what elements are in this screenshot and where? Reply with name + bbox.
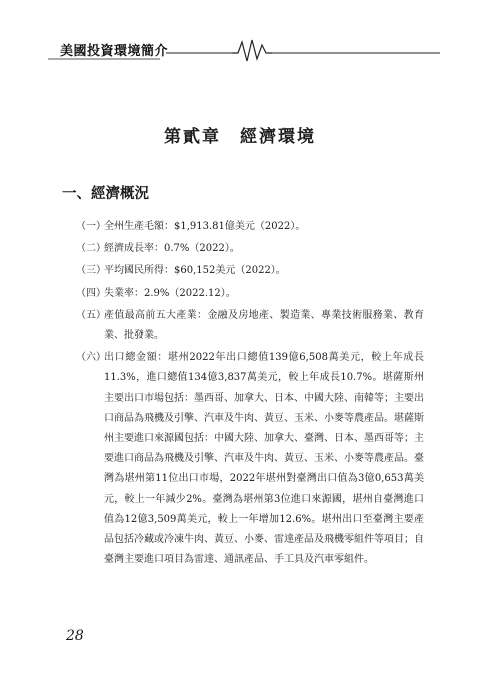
item-text: 失業率：2.9%（2022.12）。: [104, 287, 236, 299]
list-item: [76, 239, 424, 259]
item-text: 經濟成長率：0.7%（2022）。: [104, 243, 240, 255]
item-number: （二）: [76, 243, 106, 255]
list-item: [76, 306, 424, 346]
item-number: （六）: [76, 352, 106, 364]
item-number: （三）: [76, 265, 106, 277]
item-text: 全州生產毛額：$1,913.81億美元（2022）。: [104, 221, 306, 232]
item-text: 出口總金額：堪州2022年出口總值139億6,508萬美元，較上年成長11.3%，進口總值134億3,837萬美元，較上年成長10.7%。堪薩斯州主要出口市場包括：墨西哥、加拿大、日本、中國大陸、南韓等；主要出口商品為飛機及引擎、汽車及牛肉、黃豆、玉米、小麥等農產品。堪薩斯州主要進口來源國包括：中國大陸、加拿大、臺灣、日本、墨西哥等；主要進口商品為飛機及引擎、汽車及牛肉、黃豆、玉米、小麥等農產品。臺灣為堪州第11位出口市場，2022年堪州對臺灣出口值為3億0,653萬美元，較上一年減少2%。臺灣為堪州第3位進口來源國，堪州自臺灣進口值為12億3,509萬美元，較上一年增加12.6%。堪州出口至臺灣主要產品包括冷藏或冷凍牛肉、黃豆、小麥、雷達產品及飛機零組件等項目；自臺灣主要進口項目為雷達、通訊產品、手工具及汽車零組件。: [104, 352, 424, 566]
list-item: [76, 284, 424, 304]
item-text: 產值最高前五大產業：金融及房地產、製造業、專業技術服務業、教育業、批發業。: [104, 309, 424, 342]
item-list: [76, 217, 424, 572]
header-title: 美國投資環境簡介: [60, 44, 169, 59]
running-header: [48, 36, 440, 62]
section-title: 一、經濟概況: [62, 185, 149, 202]
list-item: [76, 348, 424, 570]
item-text: 平均國民所得：$60,152美元（2022）。: [104, 265, 286, 277]
page-number: 28: [66, 628, 84, 644]
list-item: [76, 217, 424, 237]
item-number: （四）: [76, 287, 106, 299]
chapter-title: 第貳章 經濟環境: [164, 127, 316, 147]
item-number: （五）: [76, 309, 106, 321]
list-item: [76, 261, 424, 281]
item-number: （一）: [76, 221, 106, 232]
